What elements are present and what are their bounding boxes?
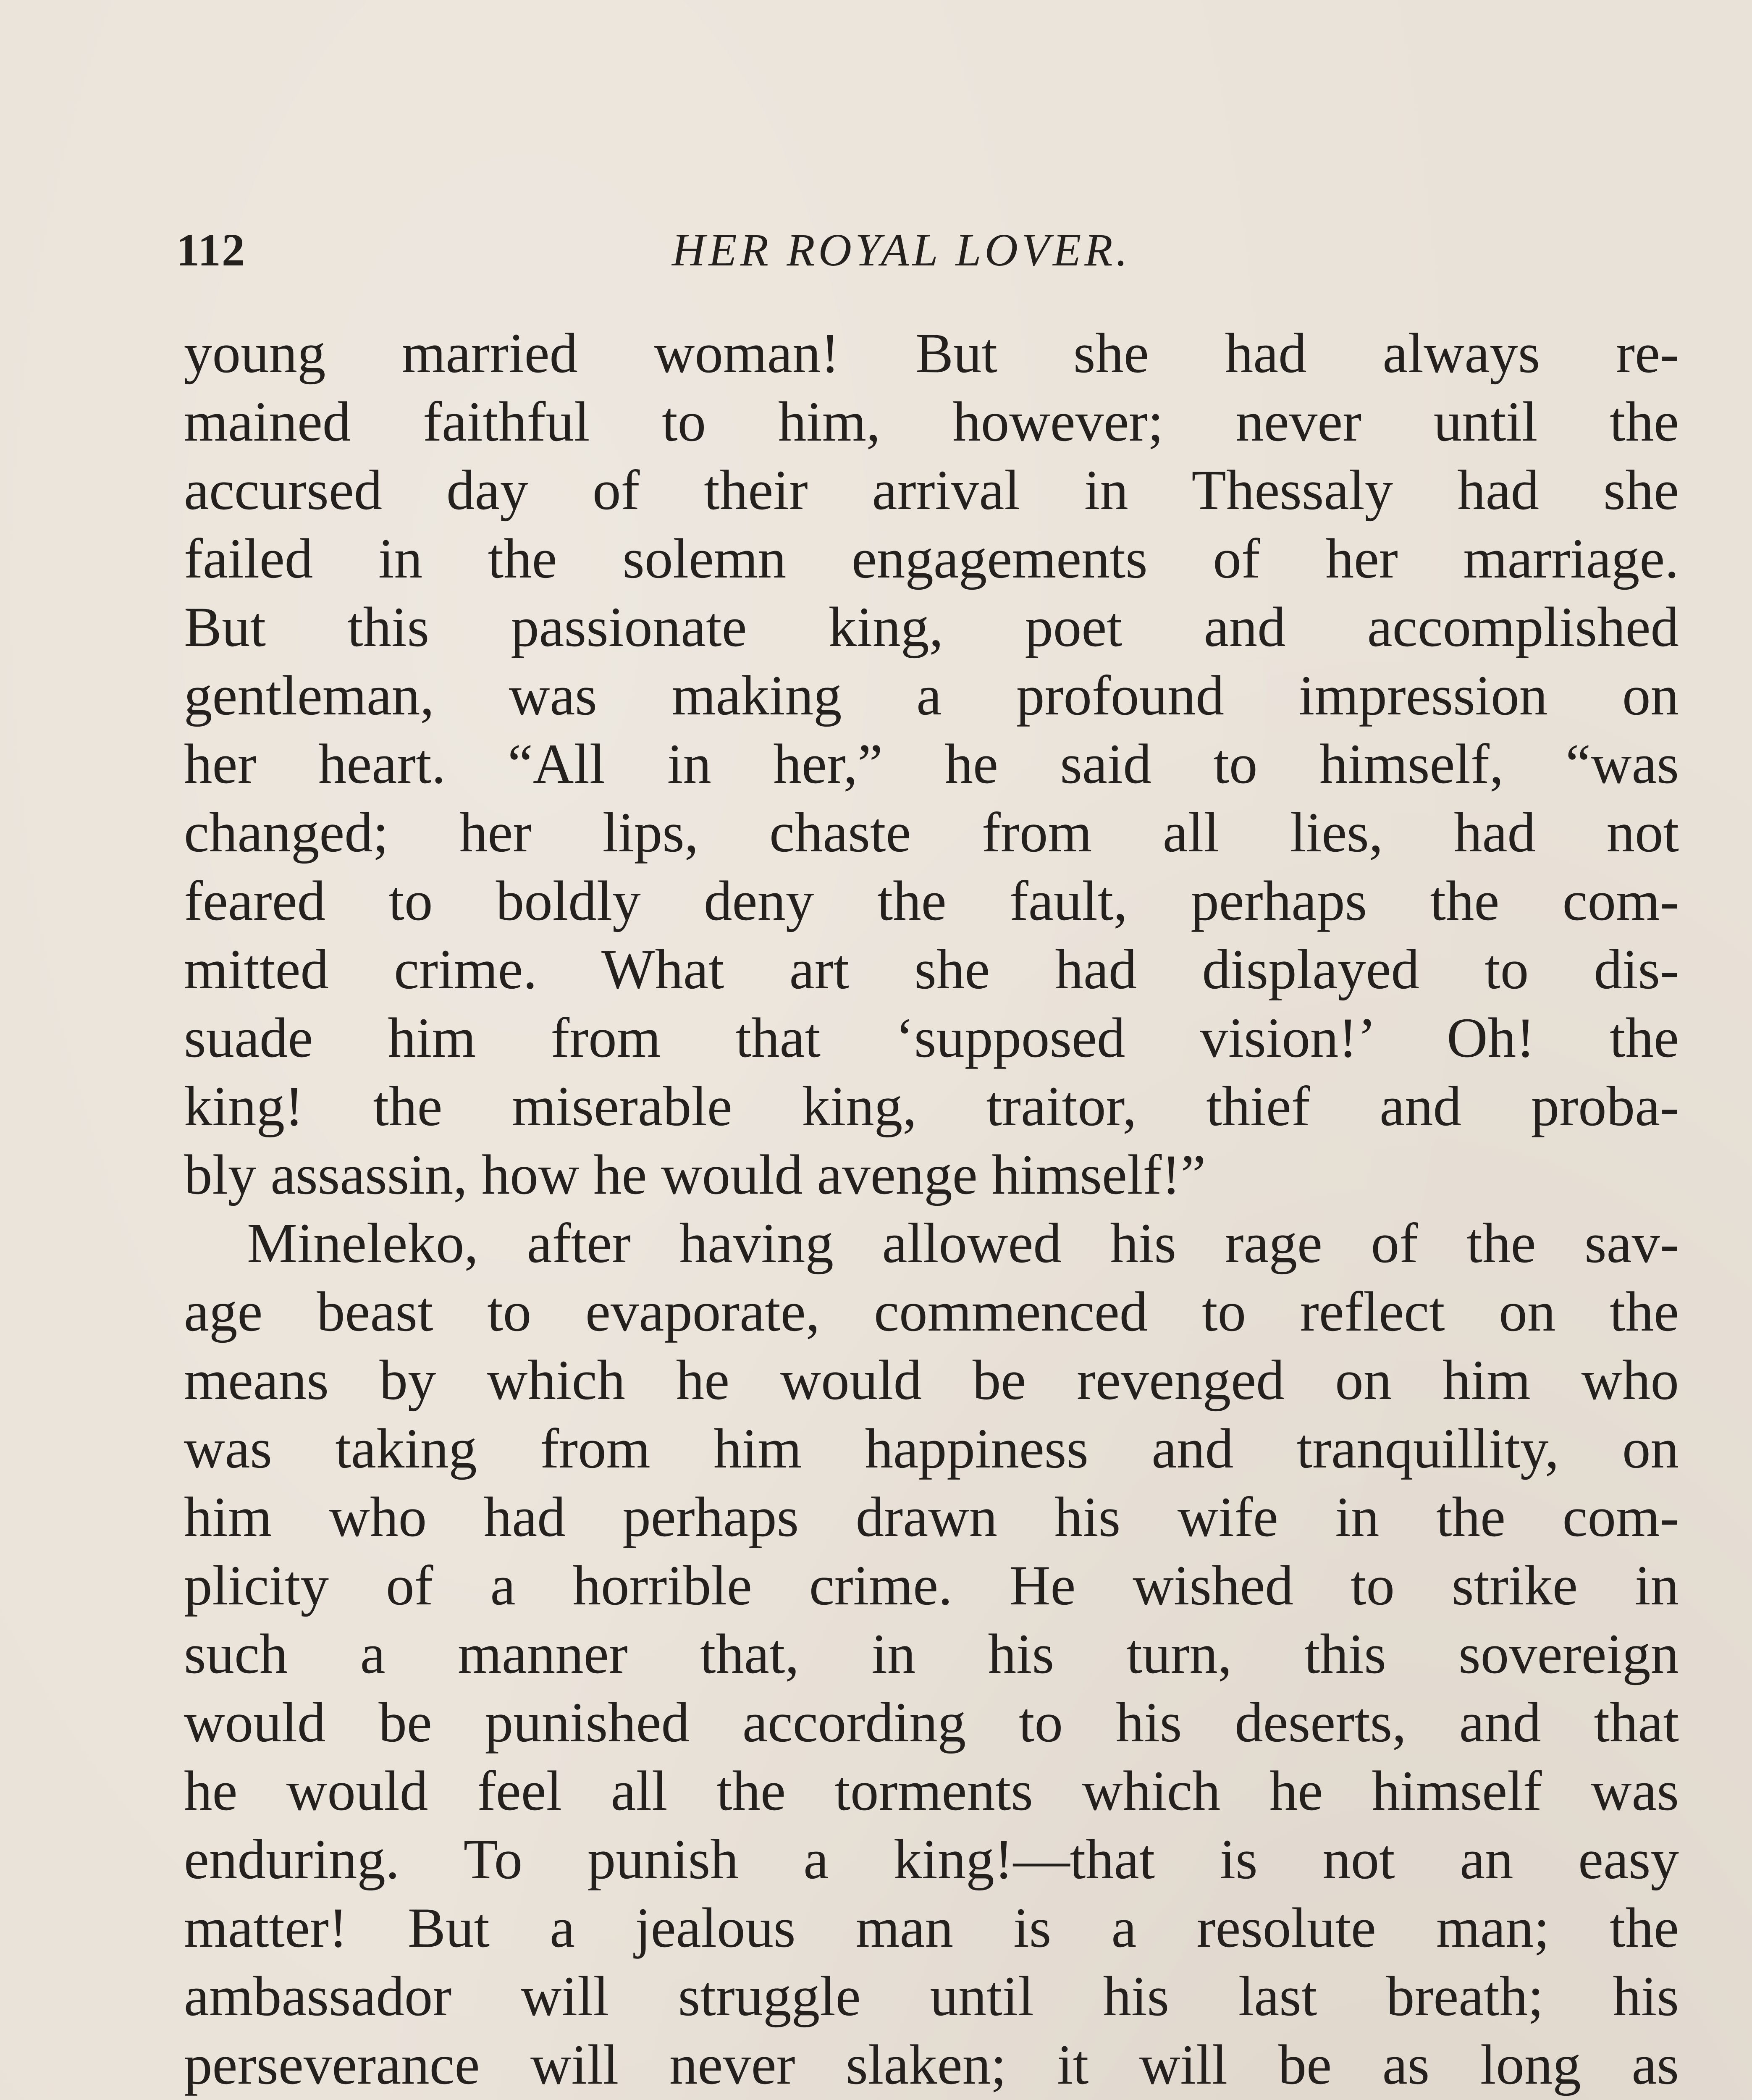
text-line: failed in the solemn engagements of her marriage. — [184, 528, 1679, 590]
text-line: her heart. “All in her,” he said to himself, “was — [184, 733, 1679, 795]
text-line: he would feel all the torments which he himself was — [184, 1760, 1679, 1822]
body-text — [184, 319, 1679, 2100]
page-number: 112 — [176, 224, 246, 276]
text-line: him who had perhaps drawn his wife in the com- — [184, 1486, 1679, 1549]
text-line: perseverance will never slaken; it will be as long as — [184, 2034, 1679, 2096]
paragraph-end-line: bly assassin, how he would avenge himself!” — [184, 1144, 1206, 1206]
text-line: such a manner that, in his turn, this sovereign — [184, 1623, 1679, 1685]
text-line: But this passionate king, poet and accomplished — [184, 596, 1679, 659]
text-line: changed; her lips, chaste from all lies, had not — [184, 801, 1679, 864]
page-header — [176, 218, 1688, 281]
text-line: accursed day of their arrival in Thessaly had she — [184, 459, 1679, 522]
text-line: young married woman! But she had always re- — [184, 322, 1679, 385]
text-line: suade him from that ‘supposed vision!’ Oh! the — [184, 1007, 1679, 1069]
running-title: HER ROYAL LOVER. — [672, 224, 1131, 276]
text-line: means by which he would be revenged on him who — [184, 1349, 1679, 1412]
paragraph-start-line: Mineleko, after having allowed his rage of the sav- — [247, 1212, 1679, 1275]
text-line: mained faithful to him, however; never until the — [184, 391, 1679, 453]
text-line: king! the miserable king, traitor, thief and proba- — [184, 1075, 1679, 1138]
text-line: matter! But a jealous man is a resolute man; the — [184, 1897, 1679, 1959]
text-line: gentleman, was making a profound impression on — [184, 664, 1679, 727]
text-line: plicity of a horrible crime. He wished to strike in — [184, 1554, 1679, 1617]
text-line: ambassador will struggle until his last breath; his — [184, 1965, 1679, 2028]
text-line: would be punished according to his deserts, and that — [184, 1691, 1679, 1754]
text-line: age beast to evaporate, commenced to reflect on the — [184, 1281, 1679, 1343]
text-line: was taking from him happiness and tranquillity, on — [184, 1418, 1679, 1480]
text-line: mitted crime. What art she had displayed to dis- — [184, 938, 1679, 1001]
text-line: feared to boldly deny the fault, perhaps the com- — [184, 870, 1679, 932]
text-line: enduring. To punish a king!—that is not an easy — [184, 1828, 1679, 1891]
